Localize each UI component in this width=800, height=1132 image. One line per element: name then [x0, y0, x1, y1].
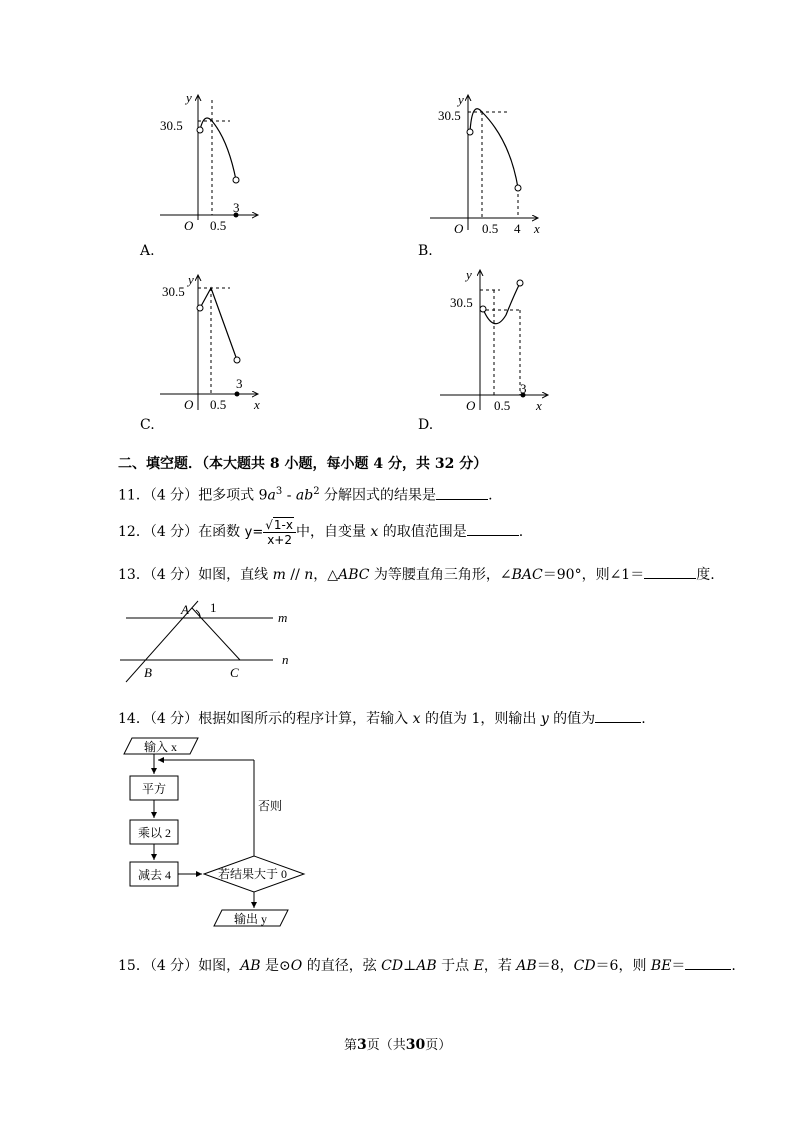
page-footer: 第3页（共30页）: [344, 1037, 452, 1053]
option-a-label: A.: [140, 243, 155, 259]
svg-text:x: x: [254, 397, 260, 412]
svg-text:3: 3: [520, 381, 527, 396]
question-14: 14．（4 分）根据如图所示的程序计算，若输入 x 的值为 1，则输出 y 的值为 .: [118, 708, 646, 728]
svg-text:O: O: [184, 218, 194, 233]
svg-text:A: A: [181, 602, 189, 617]
svg-text:O: O: [466, 398, 476, 413]
svg-text:B: B: [144, 665, 152, 680]
answer-blank[interactable]: [467, 521, 519, 536]
option-c-label: C.: [140, 417, 155, 433]
svg-text:30.5: 30.5: [162, 284, 185, 299]
flow-input: 输入 x: [144, 740, 178, 754]
flow-condition: 若结果大于 0: [218, 867, 288, 881]
flow-output: 输出 y: [234, 912, 268, 926]
svg-text:x: x: [534, 221, 540, 236]
svg-text:y: y: [458, 92, 464, 107]
svg-text:0.5: 0.5: [494, 398, 511, 413]
answer-blank[interactable]: [644, 564, 696, 579]
svg-text:30.5: 30.5: [160, 118, 183, 133]
svg-text:4: 4: [514, 221, 521, 236]
svg-text:m: m: [278, 610, 288, 625]
question-11: 11．（4 分）把多项式 $9a^3 - ab^2$ 分解因式的结果是 .: [118, 486, 493, 504]
svg-text:30.5: 30.5: [438, 108, 461, 123]
svg-text:x: x: [536, 398, 542, 413]
graph-option-d: [430, 265, 570, 420]
flow-else: 否则: [258, 799, 283, 813]
svg-text:1: 1: [210, 600, 217, 615]
answer-blank[interactable]: [436, 485, 488, 500]
graph-option-b: [430, 90, 570, 240]
svg-text:y: y: [188, 272, 194, 287]
answer-blank[interactable]: [595, 708, 641, 723]
flow-square: 平方: [142, 782, 167, 796]
flow-subtract: 减去 4: [138, 868, 172, 882]
y-axis-label: y: [186, 90, 192, 105]
svg-text:0.5: 0.5: [210, 218, 227, 233]
figure-13-triangle: [118, 596, 308, 686]
graph-option-c: [140, 270, 280, 420]
flow-multiply: 乘以 2: [138, 826, 172, 840]
svg-text:C: C: [230, 665, 239, 680]
graph-option-a: [140, 90, 280, 233]
option-d-label: D.: [418, 417, 434, 433]
figure-14-flowchart: [118, 730, 328, 935]
svg-text:n: n: [282, 652, 289, 667]
svg-text:O: O: [454, 221, 464, 236]
svg-text:3: 3: [233, 200, 240, 215]
option-b-label: B.: [418, 243, 433, 259]
fraction-expr: $\frac{√1-x}{x+2}$: [263, 518, 296, 547]
svg-text:0.5: 0.5: [482, 221, 499, 236]
svg-text:O: O: [184, 397, 194, 412]
svg-text:3: 3: [236, 376, 243, 391]
svg-text:30.5: 30.5: [450, 295, 473, 310]
answer-blank[interactable]: [685, 955, 731, 970]
question-13: 13．（4 分）如图，直线 m // n，△ABC 为等腰直角三角形，∠BAC＝90°，则∠1＝ 度.: [118, 564, 715, 584]
section-title: 二、填空题．（本大题共 8 小题，每小题 4 分，共 32 分）: [118, 456, 488, 472]
svg-text:0.5: 0.5: [210, 397, 227, 412]
question-12: 12．（4 分）在函数 y= $\frac{√1-x}{x+2}$ 中，自变量 x 的取值范围是 .: [118, 517, 524, 547]
question-15: 15．（4 分）如图，AB 是⊙O 的直径，弦 CD⊥AB 于点 E，若 AB＝8，CD＝6，则 BE＝ .: [118, 955, 736, 975]
svg-text:y: y: [466, 267, 472, 282]
